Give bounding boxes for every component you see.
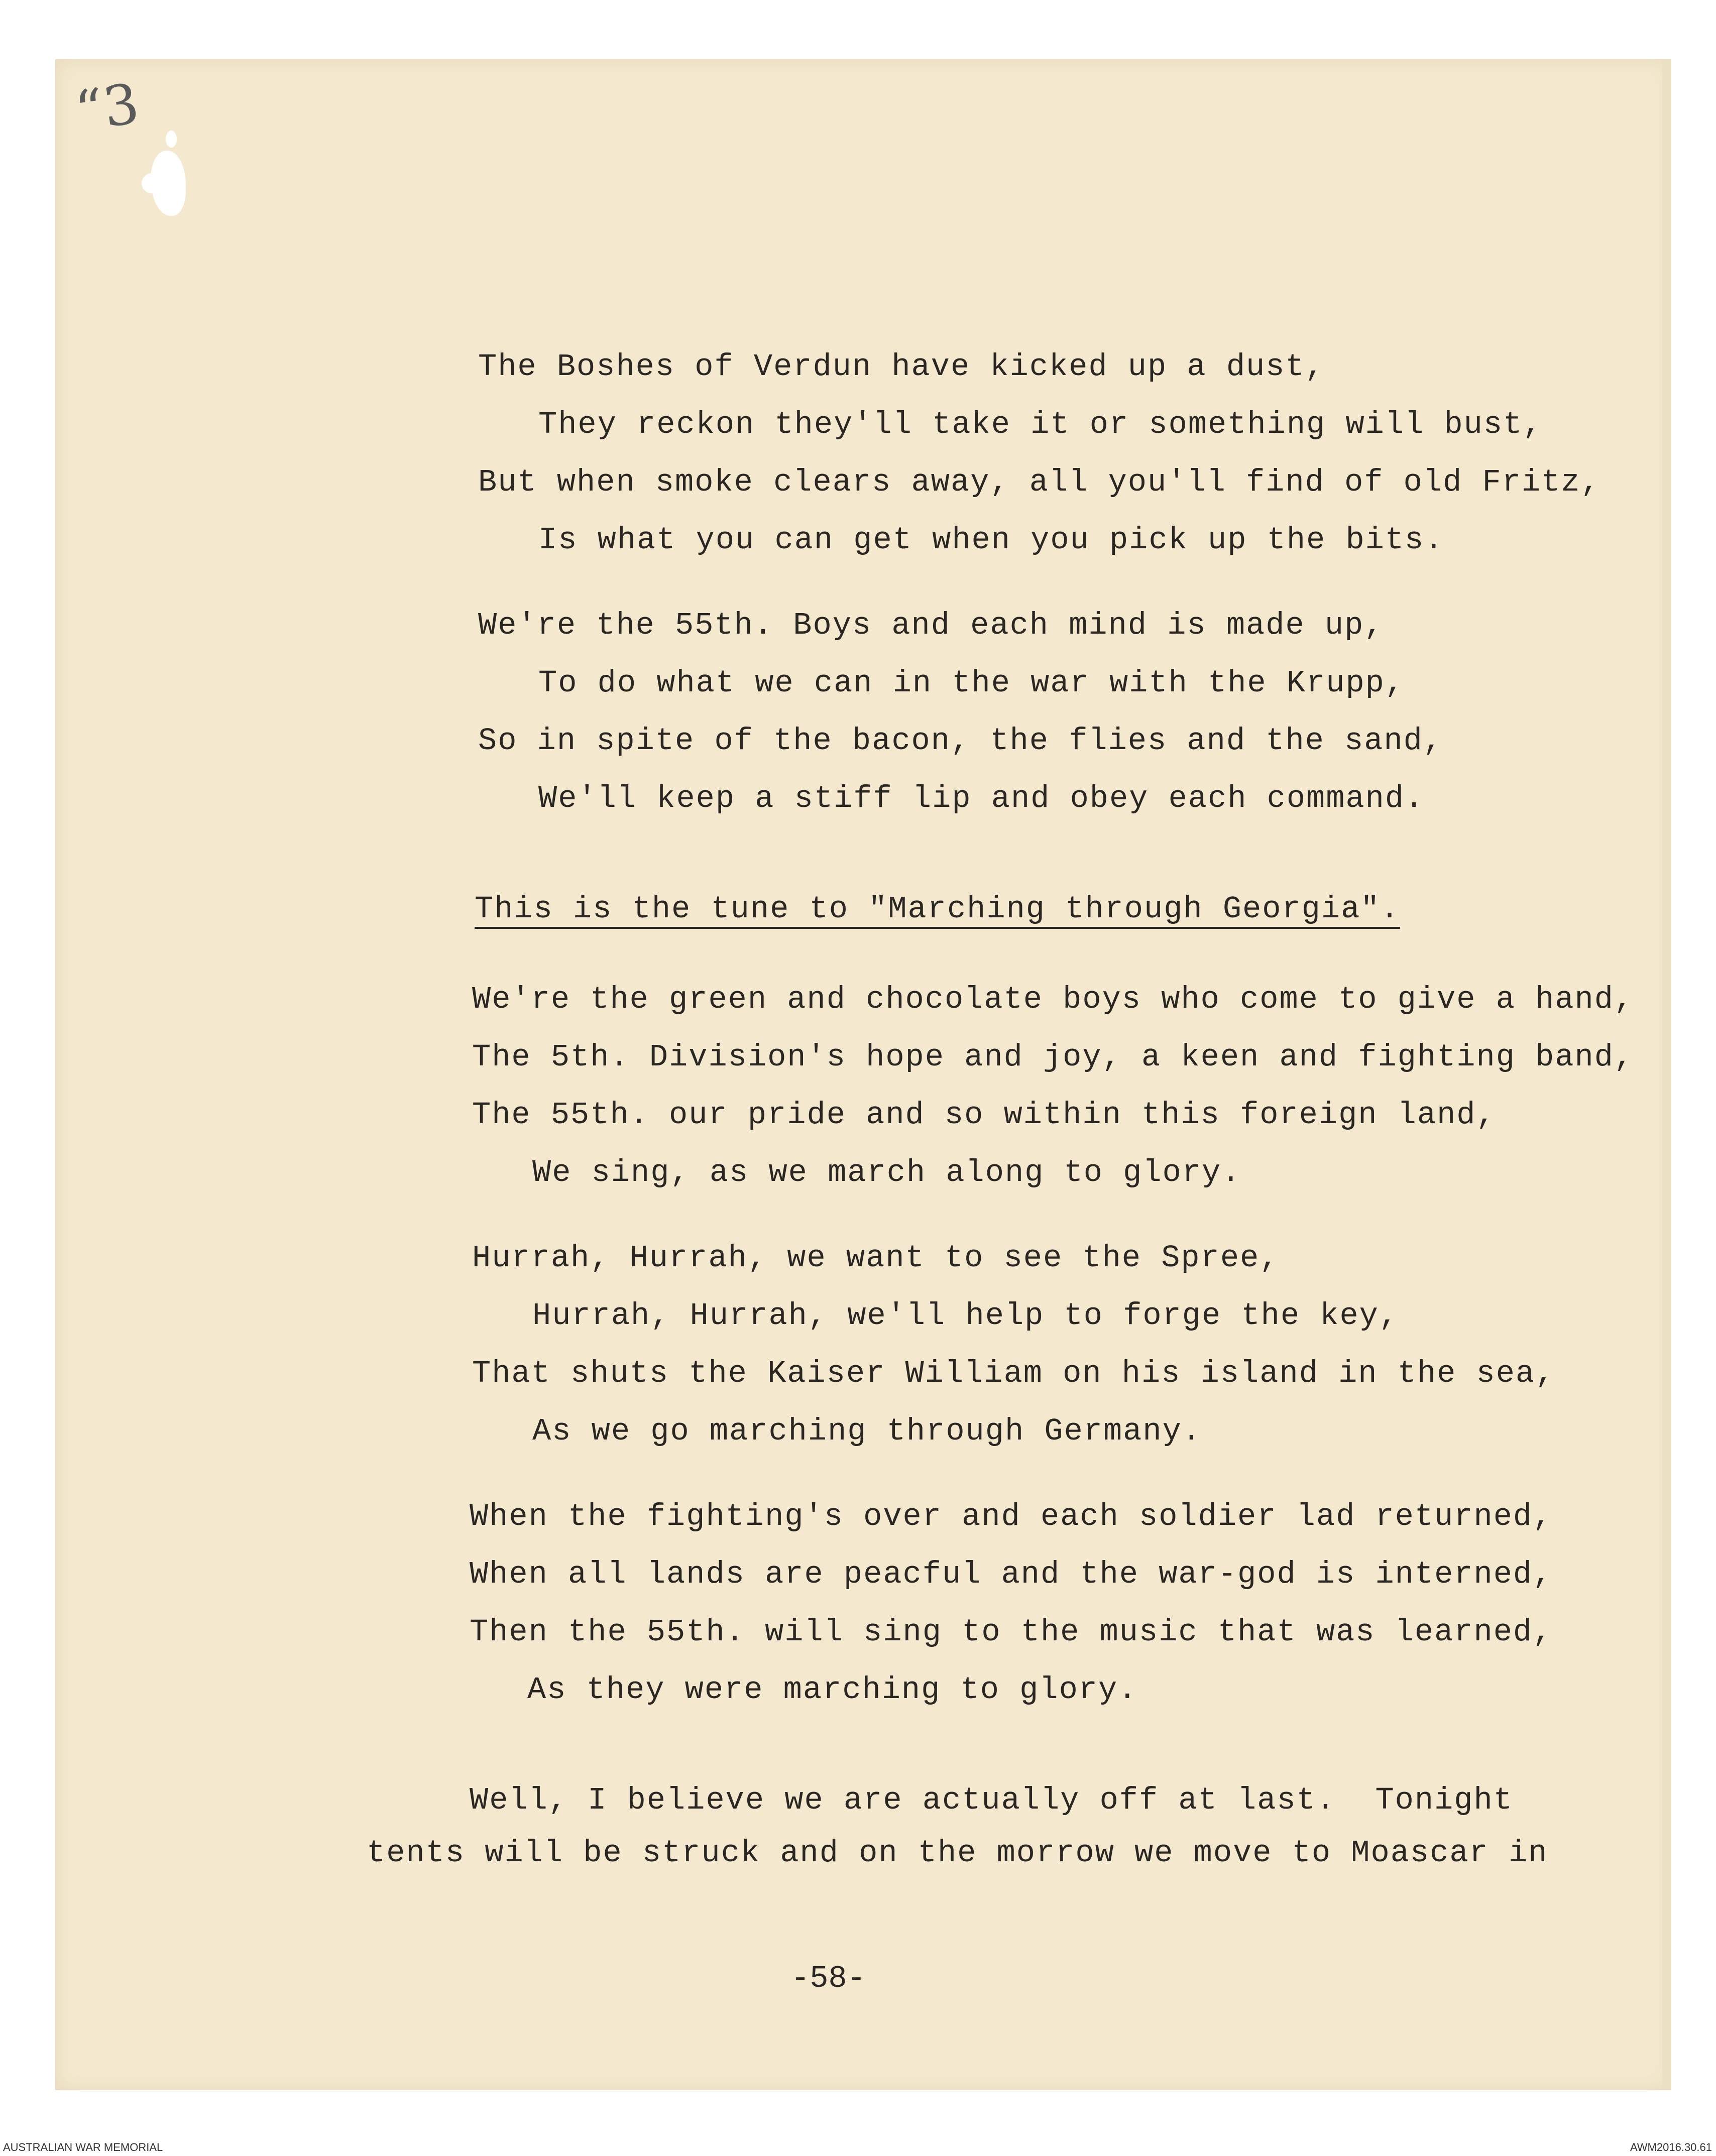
- page-edge: [1662, 59, 1671, 2090]
- verse-line: We're the 55th. Boys and each mind is made up,: [478, 608, 1384, 643]
- song-heading: This is the tune to "Marching through Georgia".: [475, 894, 1400, 929]
- verse-line: To do what we can in the war with the Krupp,: [538, 665, 1405, 701]
- verse-line: Is what you can get when you pick up the bits.: [538, 522, 1444, 558]
- verse-line: We sing, as we march along to glory.: [532, 1155, 1241, 1190]
- verse-line: When the fighting's over and each soldier lad returned,: [470, 1499, 1553, 1534]
- verse-line: Then the 55th. will sing to the music that was learned,: [470, 1614, 1553, 1650]
- verse-line: As we go marching through Germany.: [532, 1413, 1202, 1449]
- punch-hole-fragment: [166, 131, 177, 148]
- verse-line: When all lands are peacful and the war-god is interned,: [470, 1556, 1553, 1592]
- prose-line: Well, I believe we are actually off at last. Tonight: [470, 1782, 1513, 1818]
- verse-line: The 5th. Division's hope and joy, a keen and fighting band,: [472, 1039, 1634, 1075]
- verse-line: Hurrah, Hurrah, we'll help to forge the key,: [532, 1298, 1399, 1334]
- verse-line: The Boshes of Verdun have kicked up a dust,: [478, 349, 1325, 385]
- page-number: -58-: [791, 1961, 866, 1996]
- verse-line: We'll keep a stiff lip and obey each command.: [538, 781, 1425, 816]
- verse-line: The 55th. our pride and so within this foreign land,: [472, 1097, 1496, 1133]
- footer-institution: AUSTRALIAN WAR MEMORIAL: [3, 2141, 163, 2153]
- verse-line: So in spite of the bacon, the flies and the sand,: [478, 723, 1443, 759]
- prose-line: tents will be struck and on the morrow we move to Moascar in: [367, 1835, 1548, 1871]
- punch-hole-fragment: [142, 173, 162, 193]
- footer-accession-number: AWM2016.30.61: [1630, 2141, 1712, 2153]
- verse-line: They reckon they'll take it or something will bust,: [538, 407, 1543, 442]
- handwritten-page-mark: “3: [71, 71, 143, 144]
- verse-line: As they were marching to glory.: [527, 1672, 1138, 1708]
- verse-line: Hurrah, Hurrah, we want to see the Spree,: [472, 1240, 1280, 1276]
- verse-line: But when smoke clears away, all you'll find of old Fritz,: [478, 464, 1600, 500]
- verse-line: That shuts the Kaiser William on his island in the sea,: [472, 1356, 1555, 1391]
- verse-line: We're the green and chocolate boys who come to give a hand,: [472, 982, 1634, 1017]
